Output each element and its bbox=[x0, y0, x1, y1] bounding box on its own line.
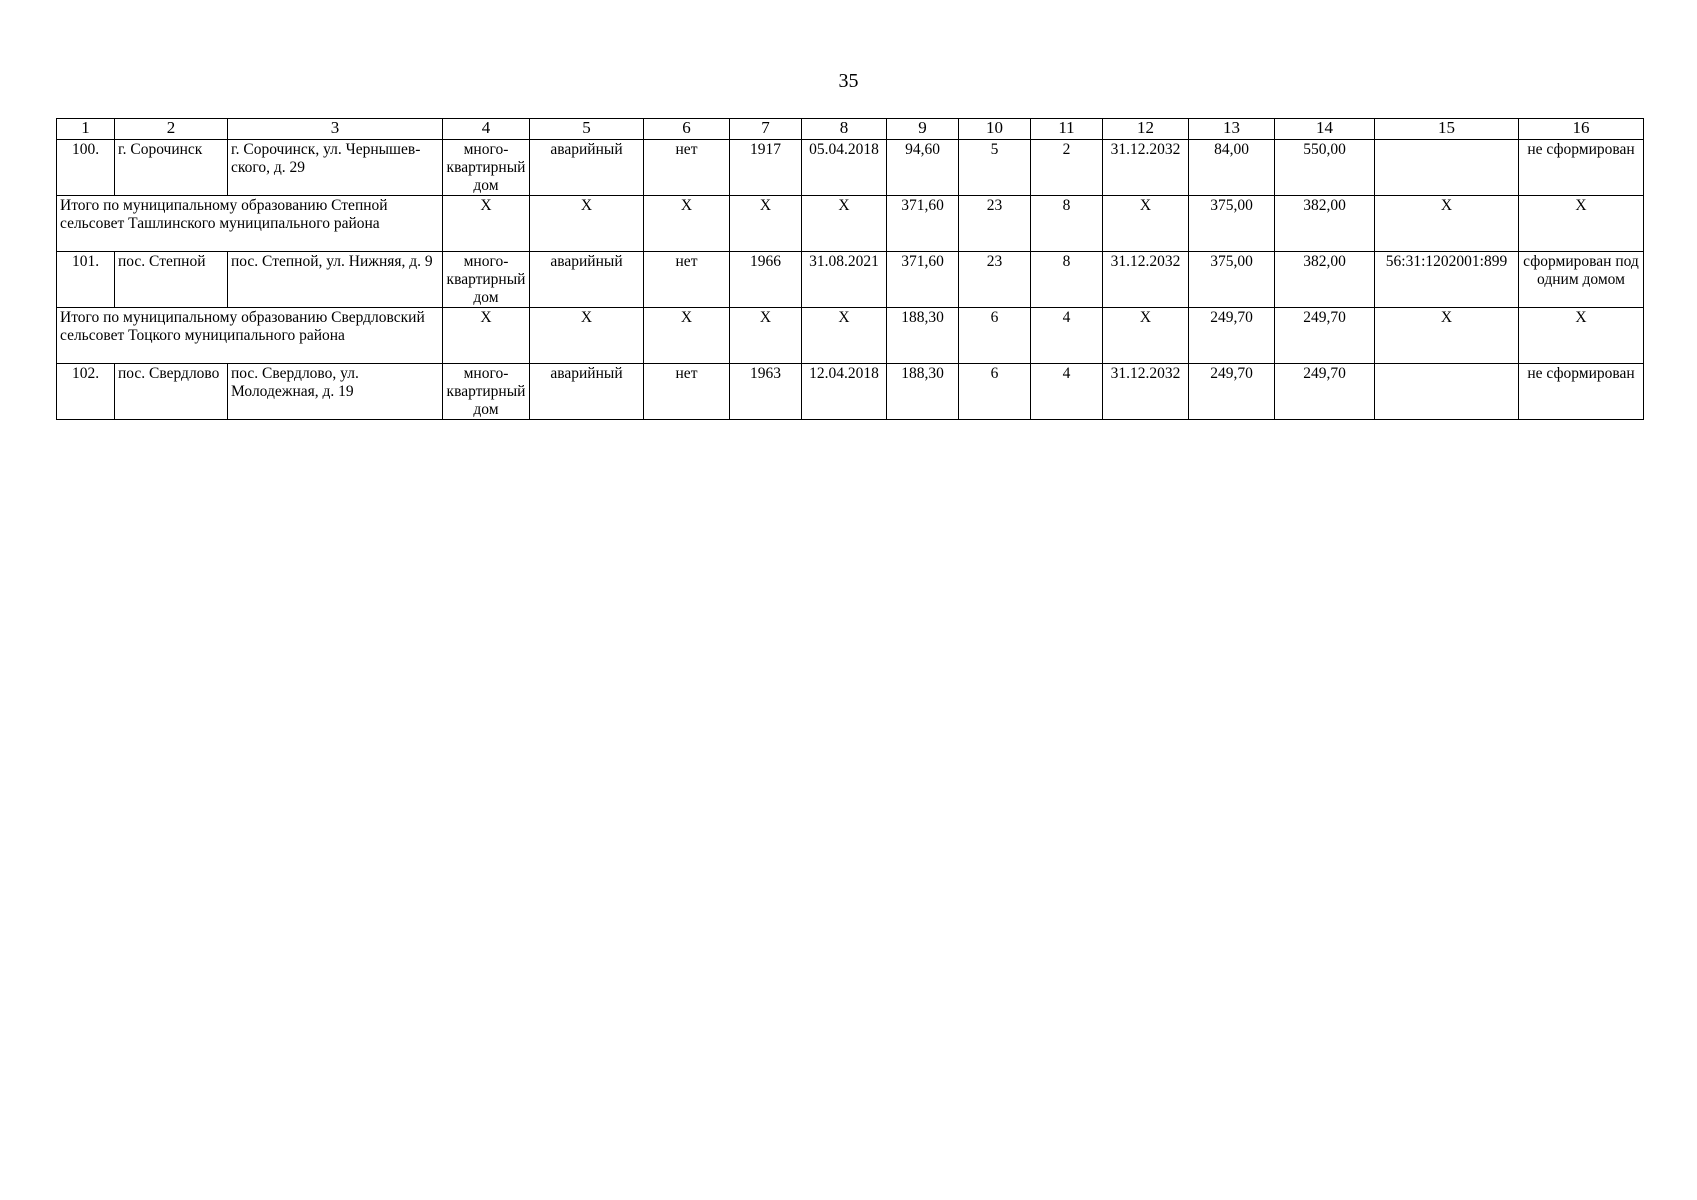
col10-cell: 23 bbox=[959, 196, 1031, 252]
cadastral-cell bbox=[1375, 140, 1519, 196]
year-cell: 1966 bbox=[730, 252, 802, 308]
col10-cell: 5 bbox=[959, 140, 1031, 196]
housing-table bbox=[56, 118, 1644, 420]
table-row bbox=[57, 364, 1644, 420]
status-cell: аварийный bbox=[530, 252, 644, 308]
x-cell: Х bbox=[1375, 308, 1519, 364]
house-type-cell: многоквартирный дом bbox=[443, 252, 530, 308]
x-cell: Х bbox=[802, 308, 887, 364]
column-header: 12 bbox=[1103, 119, 1189, 140]
column-header: 4 bbox=[443, 119, 530, 140]
x-cell: Х bbox=[443, 308, 530, 364]
x-cell: Х bbox=[443, 196, 530, 252]
col11-cell: 2 bbox=[1031, 140, 1103, 196]
col13-cell: 84,00 bbox=[1189, 140, 1275, 196]
col6-cell: нет bbox=[644, 252, 730, 308]
col10-cell: 6 bbox=[959, 364, 1031, 420]
col13-cell: 249,70 bbox=[1189, 364, 1275, 420]
x-cell: Х bbox=[1103, 308, 1189, 364]
page-number: 35 bbox=[838, 70, 859, 92]
column-header: 2 bbox=[115, 119, 228, 140]
column-header: 15 bbox=[1375, 119, 1519, 140]
x-cell: Х bbox=[530, 196, 644, 252]
col14-cell: 382,00 bbox=[1275, 252, 1375, 308]
cadastral-cell: 56:31:1202001:899 bbox=[1375, 252, 1519, 308]
col10-cell: 6 bbox=[959, 308, 1031, 364]
column-header: 6 bbox=[644, 119, 730, 140]
column-header: 16 bbox=[1519, 119, 1644, 140]
x-cell: Х bbox=[730, 308, 802, 364]
total-label: Итого по муниципальному образованию Степной сельсовет Ташлинского муниципального района bbox=[57, 196, 443, 252]
x-cell: Х bbox=[644, 308, 730, 364]
area-cell: 371,60 bbox=[887, 196, 959, 252]
col14-cell: 249,70 bbox=[1275, 308, 1375, 364]
x-cell: Х bbox=[1519, 196, 1644, 252]
col6-cell: нет bbox=[644, 364, 730, 420]
cadastral-cell bbox=[1375, 364, 1519, 420]
column-header: 10 bbox=[959, 119, 1031, 140]
land-status-cell: не сформирован bbox=[1519, 140, 1644, 196]
x-cell: Х bbox=[530, 308, 644, 364]
col11-cell: 4 bbox=[1031, 364, 1103, 420]
column-header: 9 bbox=[887, 119, 959, 140]
x-cell: Х bbox=[730, 196, 802, 252]
area-cell: 371,60 bbox=[887, 252, 959, 308]
settlement-cell: пос. Свердлово bbox=[115, 364, 228, 420]
deadline-cell: 31.12.2032 bbox=[1103, 140, 1189, 196]
total-label: Итого по муниципальному образованию Свердловский сельсовет Тоцкого муниципального района bbox=[57, 308, 443, 364]
status-cell: аварийный bbox=[530, 140, 644, 196]
col14-cell: 550,00 bbox=[1275, 140, 1375, 196]
area-cell: 188,30 bbox=[887, 364, 959, 420]
row-number: 100. bbox=[57, 140, 115, 196]
row-number: 101. bbox=[57, 252, 115, 308]
x-cell: Х bbox=[802, 196, 887, 252]
land-status-cell: не сформирован bbox=[1519, 364, 1644, 420]
status-cell: аварийный bbox=[530, 364, 644, 420]
column-header: 7 bbox=[730, 119, 802, 140]
col13-cell: 249,70 bbox=[1189, 308, 1275, 364]
column-header: 13 bbox=[1189, 119, 1275, 140]
house-type-cell: многоквартирный дом bbox=[443, 364, 530, 420]
col14-cell: 382,00 bbox=[1275, 196, 1375, 252]
total-row bbox=[57, 308, 1644, 364]
deadline-cell: 31.12.2032 bbox=[1103, 364, 1189, 420]
x-cell: Х bbox=[1519, 308, 1644, 364]
col13-cell: 375,00 bbox=[1189, 196, 1275, 252]
col13-cell: 375,00 bbox=[1189, 252, 1275, 308]
column-header: 11 bbox=[1031, 119, 1103, 140]
x-cell: Х bbox=[1375, 196, 1519, 252]
address-cell: г. Сорочинск, ул. Чернышевского, д. 29 bbox=[228, 140, 443, 196]
settlement-cell: пос. Степной bbox=[115, 252, 228, 308]
col11-cell: 8 bbox=[1031, 252, 1103, 308]
column-header: 5 bbox=[530, 119, 644, 140]
year-cell: 1917 bbox=[730, 140, 802, 196]
date-cell: 12.04.2018 bbox=[802, 364, 887, 420]
address-cell: пос. Свердлово, ул. Молодежная, д. 19 bbox=[228, 364, 443, 420]
row-number: 102. bbox=[57, 364, 115, 420]
column-number-header-row bbox=[57, 119, 1644, 140]
house-type-cell: многоквартирный дом bbox=[443, 140, 530, 196]
col14-cell: 249,70 bbox=[1275, 364, 1375, 420]
x-cell: Х bbox=[644, 196, 730, 252]
column-header: 3 bbox=[228, 119, 443, 140]
table-row bbox=[57, 252, 1644, 308]
area-cell: 94,60 bbox=[887, 140, 959, 196]
column-header: 8 bbox=[802, 119, 887, 140]
total-row bbox=[57, 196, 1644, 252]
x-cell: Х bbox=[1103, 196, 1189, 252]
col10-cell: 23 bbox=[959, 252, 1031, 308]
date-cell: 31.08.2021 bbox=[802, 252, 887, 308]
settlement-cell: г. Сорочинск bbox=[115, 140, 228, 196]
area-cell: 188,30 bbox=[887, 308, 959, 364]
year-cell: 1963 bbox=[730, 364, 802, 420]
column-header: 1 bbox=[57, 119, 115, 140]
deadline-cell: 31.12.2032 bbox=[1103, 252, 1189, 308]
address-cell: пос. Степной, ул. Нижняя, д. 9 bbox=[228, 252, 443, 308]
col11-cell: 4 bbox=[1031, 308, 1103, 364]
col6-cell: нет bbox=[644, 140, 730, 196]
table-row bbox=[57, 140, 1644, 196]
column-header: 14 bbox=[1275, 119, 1375, 140]
col11-cell: 8 bbox=[1031, 196, 1103, 252]
date-cell: 05.04.2018 bbox=[802, 140, 887, 196]
land-status-cell: сформирован под одним домом bbox=[1519, 252, 1644, 308]
